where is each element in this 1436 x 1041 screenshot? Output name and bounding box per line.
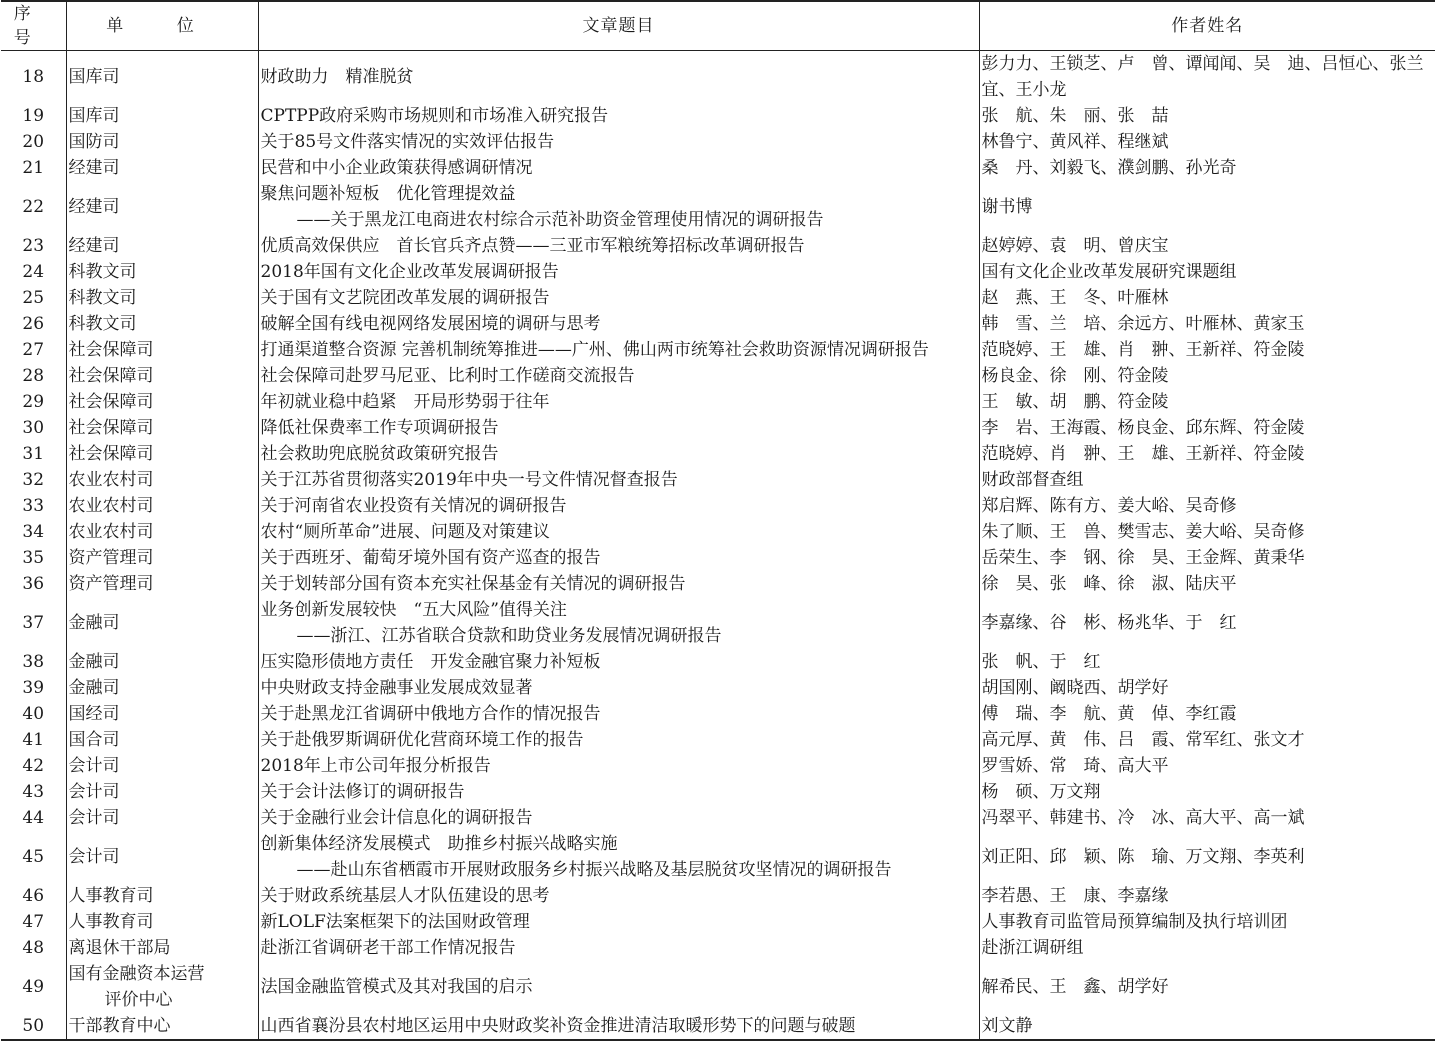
cell-title xyxy=(258,519,979,545)
subtitle-text: ——赴山东省栖霞市开展财政服务乡村振兴战略及基层脱贫攻坚情况的调研报告 xyxy=(296,860,892,880)
cell-unit xyxy=(66,103,258,129)
title-text: 财政助力 精准脱贫 xyxy=(260,67,414,87)
title-text: 关于赴俄罗斯调研优化营商环境工作的报告 xyxy=(260,730,584,750)
cell-unit xyxy=(66,337,258,363)
cell-unit xyxy=(66,129,258,155)
cell-unit xyxy=(66,519,258,545)
table-row xyxy=(1,727,1435,753)
table-row xyxy=(1,285,1435,311)
title-text: 聚焦问题补短板 优化管理提效益 xyxy=(260,184,516,204)
cell-title xyxy=(258,155,979,181)
table-row xyxy=(1,129,1435,155)
title-text: 新LOLF法案框架下的法国财政管理 xyxy=(260,912,530,932)
title-text: 关于财政系统基层人才队伍建设的思考 xyxy=(260,886,550,906)
title-text: 破解全国有线电视网络发展困境的调研与思考 xyxy=(260,314,601,334)
cell-title xyxy=(258,805,979,831)
cell-authors: 赵婷婷、袁 明、曾庆宝 xyxy=(979,233,1435,259)
table-row xyxy=(1,441,1435,467)
cell-seq: 32 xyxy=(22,470,45,490)
cell-title xyxy=(258,675,979,701)
subtitle-text: ——关于黑龙江电商进农村综合示范补助资金管理使用情况的调研报告 xyxy=(296,210,824,230)
cell-authors: 朱了顺、王 兽、樊雪志、姜大峪、吴奇修 xyxy=(979,519,1435,545)
cell-seq: 45 xyxy=(22,847,45,867)
cell-unit xyxy=(66,441,258,467)
unit-text: 会计司 xyxy=(68,808,120,828)
cell-unit xyxy=(66,259,258,285)
title-text: 关于赴黑龙江省调研中俄地方合作的情况报告 xyxy=(260,704,601,724)
cell-unit xyxy=(66,571,258,597)
cell-seq: 46 xyxy=(22,886,45,906)
cell-unit xyxy=(66,649,258,675)
table-row xyxy=(1,753,1435,779)
unit-text: 国有金融资本运营 xyxy=(68,964,205,984)
header-authors xyxy=(979,1,1435,51)
cell-title xyxy=(258,493,979,519)
cell-authors: 范晓婷、肖 翀、王 雄、王新祥、符金陵 xyxy=(979,441,1435,467)
table-row xyxy=(1,155,1435,181)
unit-text: 经建司 xyxy=(68,236,120,256)
title-text: 关于河南省农业投资有关情况的调研报告 xyxy=(260,496,567,516)
cell-unit xyxy=(66,701,258,727)
cell-seq: 42 xyxy=(22,756,45,776)
title-text: 优质高效保供应 首长官兵齐点赞——三亚市军粮统筹招标改革调研报告 xyxy=(260,236,805,256)
title-text: 法国金融监管模式及其对我国的启示 xyxy=(260,977,533,997)
cell-unit xyxy=(66,961,258,1013)
unit-text: 农业农村司 xyxy=(68,496,154,516)
cell-seq: 20 xyxy=(22,132,45,152)
report-table xyxy=(1,0,1435,1041)
cell-title xyxy=(258,233,979,259)
cell-seq: 18 xyxy=(22,67,45,87)
table-row xyxy=(1,181,1435,233)
cell-seq: 33 xyxy=(22,496,45,516)
cell-unit xyxy=(66,389,258,415)
unit-text: 国防司 xyxy=(68,132,120,152)
cell-unit xyxy=(66,935,258,961)
header-authors-label: 作者姓名 xyxy=(1171,16,1244,36)
header-unit xyxy=(66,1,258,51)
cell-unit xyxy=(66,883,258,909)
unit-text: 农业农村司 xyxy=(68,470,154,490)
header-title xyxy=(258,1,979,51)
cell-authors: 赴浙江调研组 xyxy=(979,935,1435,961)
unit-text: 金融司 xyxy=(68,678,120,698)
cell-title xyxy=(258,753,979,779)
cell-authors: 张 帆、于 红 xyxy=(979,649,1435,675)
cell-seq: 23 xyxy=(22,236,45,256)
cell-title xyxy=(258,285,979,311)
table-row xyxy=(1,311,1435,337)
table-row xyxy=(1,389,1435,415)
cell-seq: 49 xyxy=(22,977,45,997)
table-row xyxy=(1,649,1435,675)
cell-authors: 郑启辉、陈有方、姜大峪、吴奇修 xyxy=(979,493,1435,519)
cell-unit xyxy=(66,805,258,831)
title-text: 赴浙江省调研老干部工作情况报告 xyxy=(260,938,516,958)
cell-authors: 冯翠平、韩建书、冷 冰、高大平、高一斌 xyxy=(979,805,1435,831)
table-row xyxy=(1,779,1435,805)
title-text: 关于会计法修订的调研报告 xyxy=(260,782,465,802)
cell-authors: 胡国刚、阚晓西、胡学好 xyxy=(979,675,1435,701)
cell-seq: 22 xyxy=(22,197,45,217)
cell-authors: 国有文化企业改革发展研究课题组 xyxy=(979,259,1435,285)
cell-unit xyxy=(66,779,258,805)
cell-authors: 王 敏、胡 鹏、符金陵 xyxy=(979,389,1435,415)
unit-text: 人事教育司 xyxy=(68,886,154,906)
table-row xyxy=(1,51,1435,104)
title-text: 业务创新发展较快 “五大风险”值得关注 xyxy=(260,600,567,620)
unit-text: 国库司 xyxy=(68,106,120,126)
cell-title xyxy=(258,831,979,883)
cell-unit xyxy=(66,285,258,311)
cell-seq: 19 xyxy=(22,106,45,126)
title-text: 降低社保费率工作专项调研报告 xyxy=(260,418,499,438)
title-text: 关于85号文件落实情况的实效评估报告 xyxy=(260,132,555,152)
cell-title xyxy=(258,181,979,233)
title-text: 社会救助兜底脱贫政策研究报告 xyxy=(260,444,499,464)
table-header-row xyxy=(1,1,1435,51)
unit-text: 会计司 xyxy=(68,782,120,802)
header-title-label: 文章题目 xyxy=(582,16,655,36)
unit-text: 经建司 xyxy=(68,197,120,217)
cell-unit xyxy=(66,51,258,104)
cell-seq: 41 xyxy=(22,730,45,750)
cell-authors: 彭力力、王锁芝、卢 曾、谭闻闻、吴 迪、吕恒心、张兰宜、王小龙 xyxy=(979,51,1435,104)
table-row xyxy=(1,337,1435,363)
cell-unit xyxy=(66,909,258,935)
unit-text: 资产管理司 xyxy=(68,548,154,568)
title-text: 年初就业稳中趋紧 开局形势弱于往年 xyxy=(260,392,550,412)
cell-seq: 39 xyxy=(22,678,45,698)
table-row xyxy=(1,961,1435,1013)
cell-unit xyxy=(66,181,258,233)
title-text: 关于江苏省贯彻落实2019年中央一号文件情况督查报告 xyxy=(260,470,678,490)
cell-authors: 刘正阳、邱 颖、陈 瑜、万文翔、李英利 xyxy=(979,831,1435,883)
table-row xyxy=(1,935,1435,961)
unit-text: 国合司 xyxy=(68,730,120,750)
title-text: 压实隐形债地方责任 开发金融官聚力补短板 xyxy=(260,652,601,672)
header-seq-label: 序 号 xyxy=(13,4,53,48)
cell-title xyxy=(258,649,979,675)
cell-authors: 李嘉缘、谷 彬、杨兆华、于 红 xyxy=(979,597,1435,649)
unit-text: 经建司 xyxy=(68,158,120,178)
cell-seq: 28 xyxy=(22,366,45,386)
cell-seq: 50 xyxy=(1,1013,66,1040)
cell-unit xyxy=(66,727,258,753)
cell-title xyxy=(258,337,979,363)
cell-title xyxy=(258,389,979,415)
cell-seq: 31 xyxy=(22,444,45,464)
cell-title xyxy=(258,727,979,753)
cell-unit xyxy=(66,415,258,441)
title-text: 山西省襄汾县农村地区运用中央财政奖补资金推进清洁取暖形势下的问题与破题 xyxy=(260,1016,856,1036)
cell-seq: 35 xyxy=(22,548,45,568)
cell-seq: 44 xyxy=(22,808,45,828)
cell-title xyxy=(258,779,979,805)
unit-text: 离退休干部局 xyxy=(68,938,171,958)
unit-text: 社会保障司 xyxy=(68,418,154,438)
table-row xyxy=(1,545,1435,571)
table-row xyxy=(1,519,1435,545)
title-text: 农村“厕所革命”进展、问题及对策建议 xyxy=(260,522,550,542)
cell-authors: 张 航、朱 丽、张 喆 xyxy=(979,103,1435,129)
unit-text: 评价中心 xyxy=(104,990,173,1010)
cell-title xyxy=(258,363,979,389)
cell-seq: 48 xyxy=(22,938,45,958)
cell-unit xyxy=(66,155,258,181)
cell-authors: 杨良金、徐 刚、符金陵 xyxy=(979,363,1435,389)
cell-title xyxy=(258,441,979,467)
cell-authors: 刘文静 xyxy=(979,1013,1435,1040)
unit-text: 干部教育中心 xyxy=(68,1016,171,1036)
cell-unit xyxy=(66,467,258,493)
table-body xyxy=(1,51,1435,1041)
table-row xyxy=(1,805,1435,831)
cell-authors: 桑 丹、刘毅飞、濮剑鹏、孙光奇 xyxy=(979,155,1435,181)
unit-text: 金融司 xyxy=(68,613,120,633)
cell-seq: 27 xyxy=(22,340,45,360)
cell-authors: 高元厚、黄 伟、吕 霞、常军红、张文才 xyxy=(979,727,1435,753)
unit-text: 农业农村司 xyxy=(68,522,154,542)
cell-title xyxy=(258,51,979,104)
subtitle-text: ——浙江、江苏省联合贷款和助贷业务发展情况调研报告 xyxy=(296,626,722,646)
table-row xyxy=(1,415,1435,441)
cell-seq: 47 xyxy=(22,912,45,932)
table-row xyxy=(1,363,1435,389)
unit-text: 科教文司 xyxy=(68,262,137,282)
cell-title xyxy=(258,961,979,1013)
cell-authors: 李 岩、王海霞、杨良金、邱东辉、符金陵 xyxy=(979,415,1435,441)
table-row xyxy=(1,493,1435,519)
cell-authors: 岳荣生、李 钢、徐 昊、王金辉、黄秉华 xyxy=(979,545,1435,571)
cell-unit xyxy=(66,233,258,259)
cell-authors: 杨 硕、万文翔 xyxy=(979,779,1435,805)
cell-authors: 解希民、王 鑫、胡学好 xyxy=(979,961,1435,1013)
cell-seq: 34 xyxy=(22,522,45,542)
cell-title xyxy=(258,701,979,727)
cell-unit xyxy=(66,597,258,649)
unit-text: 社会保障司 xyxy=(68,340,154,360)
cell-seq: 43 xyxy=(22,782,45,802)
cell-title xyxy=(258,129,979,155)
header-unit-label: 单 位 xyxy=(106,16,218,36)
unit-text: 社会保障司 xyxy=(68,392,154,412)
unit-text: 科教文司 xyxy=(68,288,137,308)
unit-text: 国库司 xyxy=(68,67,120,87)
table-row xyxy=(1,831,1435,883)
unit-text: 会计司 xyxy=(68,756,120,776)
table-row xyxy=(1,259,1435,285)
table-row xyxy=(1,103,1435,129)
unit-text: 金融司 xyxy=(68,652,120,672)
cell-authors: 范晓婷、王 雄、肖 翀、王新祥、符金陵 xyxy=(979,337,1435,363)
cell-title xyxy=(258,571,979,597)
cell-authors: 韩 雪、兰 培、余远方、叶雁林、黄家玉 xyxy=(979,311,1435,337)
cell-title xyxy=(258,935,979,961)
unit-text: 社会保障司 xyxy=(68,444,154,464)
title-text: 社会保障司赴罗马尼亚、比利时工作磋商交流报告 xyxy=(260,366,635,386)
cell-seq: 24 xyxy=(22,262,45,282)
cell-title xyxy=(258,415,979,441)
cell-seq: 30 xyxy=(22,418,45,438)
title-text: 关于划转部分国有资本充实社保基金有关情况的调研报告 xyxy=(260,574,686,594)
cell-title xyxy=(258,103,979,129)
cell-unit xyxy=(66,493,258,519)
cell-seq: 37 xyxy=(22,613,45,633)
unit-text: 资产管理司 xyxy=(68,574,154,594)
cell-authors: 傅 瑞、李 航、黄 倬、李红霞 xyxy=(979,701,1435,727)
cell-unit xyxy=(66,675,258,701)
cell-unit xyxy=(66,831,258,883)
cell-unit xyxy=(66,311,258,337)
table-row xyxy=(1,883,1435,909)
cell-authors: 赵 燕、王 冬、叶雁林 xyxy=(979,285,1435,311)
cell-authors: 李若愚、王 康、李嘉缘 xyxy=(979,883,1435,909)
table-row xyxy=(1,701,1435,727)
table-row xyxy=(1,571,1435,597)
table-row xyxy=(1,675,1435,701)
cell-authors: 谢书博 xyxy=(979,181,1435,233)
cell-title xyxy=(258,909,979,935)
unit-text: 社会保障司 xyxy=(68,366,154,386)
title-text: CPTPP政府采购市场规则和市场准入研究报告 xyxy=(260,106,609,126)
cell-seq: 29 xyxy=(22,392,45,412)
cell-seq: 26 xyxy=(22,314,45,334)
title-text: 创新集体经济发展模式 助推乡村振兴战略实施 xyxy=(260,834,618,854)
cell-seq: 36 xyxy=(22,574,45,594)
unit-text: 国经司 xyxy=(68,704,120,724)
title-text: 中央财政支持金融事业发展成效显著 xyxy=(260,678,533,698)
cell-unit xyxy=(66,363,258,389)
header-seq xyxy=(1,1,66,51)
cell-authors: 财政部督查组 xyxy=(979,467,1435,493)
title-text: 关于西班牙、葡萄牙境外国有资产巡查的报告 xyxy=(260,548,601,568)
cell-title xyxy=(258,311,979,337)
cell-seq: 25 xyxy=(22,288,45,308)
table-row xyxy=(1,909,1435,935)
cell-title xyxy=(258,467,979,493)
cell-title xyxy=(258,1013,979,1040)
table-row xyxy=(1,467,1435,493)
cell-unit xyxy=(66,545,258,571)
cell-authors: 徐 昊、张 峰、徐 淑、陆庆平 xyxy=(979,571,1435,597)
cell-title xyxy=(258,545,979,571)
title-text: 关于金融行业会计信息化的调研报告 xyxy=(260,808,533,828)
cell-unit xyxy=(66,753,258,779)
cell-seq: 38 xyxy=(22,652,45,672)
title-text: 民营和中小企业政策获得感调研情况 xyxy=(260,158,533,178)
cell-title xyxy=(258,597,979,649)
title-text: 2018年上市公司年报分析报告 xyxy=(260,756,491,776)
cell-seq: 21 xyxy=(22,158,45,178)
table-row xyxy=(1,1013,1435,1040)
cell-seq: 40 xyxy=(22,704,45,724)
title-text: 2018年国有文化企业改革发展调研报告 xyxy=(260,262,559,282)
cell-authors: 人事教育司监管局预算编制及执行培训团 xyxy=(979,909,1435,935)
cell-title xyxy=(258,883,979,909)
unit-text: 人事教育司 xyxy=(68,912,154,932)
table-row xyxy=(1,597,1435,649)
cell-unit xyxy=(66,1013,258,1040)
table-row xyxy=(1,233,1435,259)
unit-text: 科教文司 xyxy=(68,314,137,334)
cell-authors: 罗雪娇、常 琦、高大平 xyxy=(979,753,1435,779)
unit-text: 会计司 xyxy=(68,847,120,867)
title-text: 打通渠道整合资源 完善机制统筹推进——广州、佛山两市统筹社会救助资源情况调研报告 xyxy=(260,340,929,360)
cell-title xyxy=(258,259,979,285)
title-text: 关于国有文艺院团改革发展的调研报告 xyxy=(260,288,550,308)
cell-authors: 林鲁宁、黄风祥、程继斌 xyxy=(979,129,1435,155)
